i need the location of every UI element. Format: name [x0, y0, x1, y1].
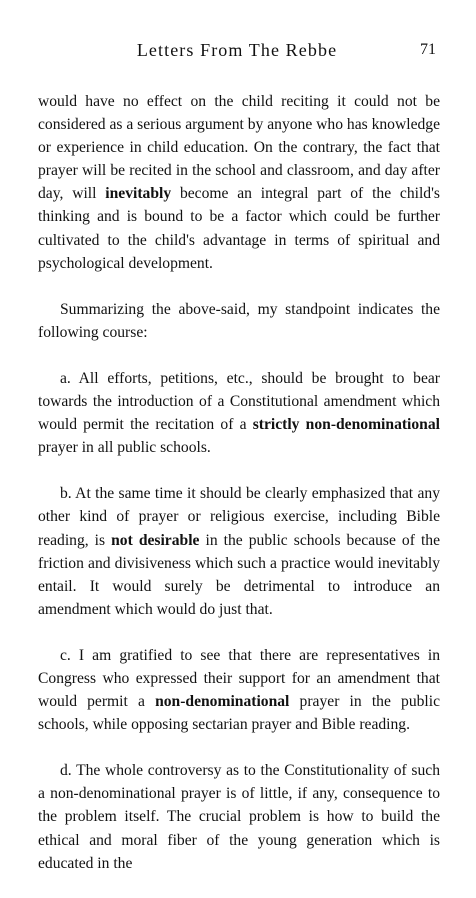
- text-run: Summarizing the above-said, my standpoint indicates the following course:: [38, 300, 440, 341]
- text-run: c. I am gratified to see that there are representatives in Congress who expressed their support for an amendment that would permit a: [38, 646, 440, 711]
- paragraph-continuation: [38, 90, 440, 275]
- text-run: prayer in the public schools, while opposing sectarian prayer and Bible reading.: [38, 693, 440, 734]
- body-text: [38, 90, 440, 898]
- paragraph-point-a: [38, 367, 440, 459]
- paragraph-point-c: [38, 644, 440, 736]
- paragraph-summary: [38, 298, 440, 344]
- emphasis-text: non-denominational: [155, 693, 290, 711]
- paragraph-point-b: [38, 482, 440, 621]
- running-title: Letters From The Rebbe: [136, 40, 338, 60]
- emphasis-text: not desirable: [111, 531, 200, 549]
- running-header: [38, 40, 436, 70]
- page-number: 71: [420, 41, 436, 58]
- emphasis-text: inevitably: [105, 185, 172, 203]
- text-run: prayer in all public schools.: [38, 439, 211, 457]
- text-run: become an integral part of the child's thinking and is bound to be a factor which could be further cultivated to the child's advantage in terms of spiritual and psychological development.: [38, 185, 440, 272]
- text-run: would have no effect on the child reciting it could not be considered as a serious argument by anyone who has knowledge or experience in child education. On the contrary, the fact that prayer will be recited in the school and classroom, and day after day, will: [38, 93, 441, 203]
- paragraph-point-d: [38, 759, 440, 874]
- text-run: b. At the same time it should be clearly emphasized that any other kind of prayer or religious exercise, including Bible reading, is: [38, 485, 440, 549]
- text-run: d. The whole controversy as to the Constitutionality of such a non-denominational prayer is of little, if any, consequence to the problem itself. The crucial problem is how to build the ethical and moral fiber of the young generation which is educated in the: [38, 762, 440, 872]
- emphasis-text: strictly non-denominational: [252, 416, 440, 434]
- text-run: a. All efforts, petitions, etc., should be brought to bear towards the introduction of a Constitutional amendment which would permit the recitation of a: [38, 369, 440, 434]
- text-run: in the public schools because of the friction and divisiveness which such a practice would inevitably entail. It would surely be detrimental to introduce an amendment which would do just that.: [38, 531, 441, 618]
